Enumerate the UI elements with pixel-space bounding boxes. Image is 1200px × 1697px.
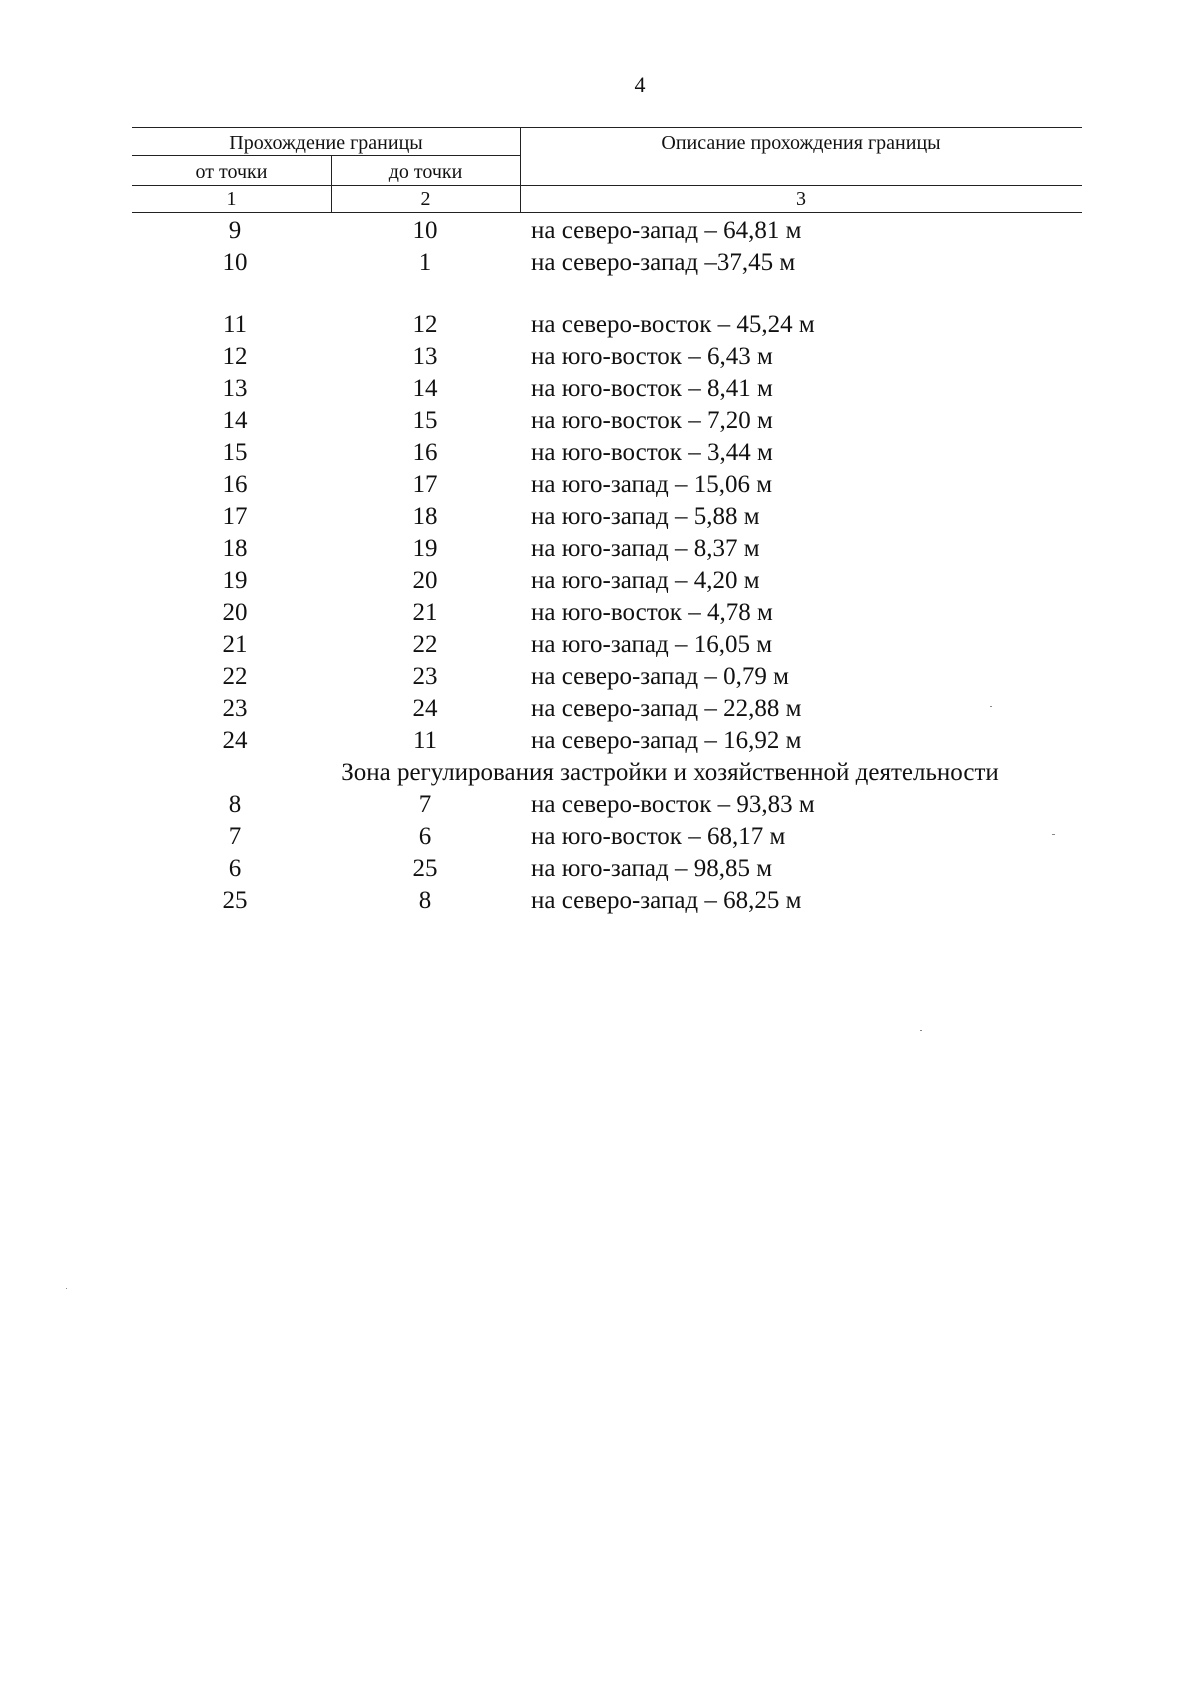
row-to-point: 14 (412, 375, 438, 402)
header-group-underline (132, 155, 520, 156)
table-row (0, 693, 1200, 725)
row-description: на юго-восток – 6,43 м (531, 343, 773, 370)
row-from-point: 9 (228, 217, 242, 244)
header-top-border (132, 127, 1082, 128)
row-to-point: 15 (412, 407, 438, 434)
row-from-point: 10 (222, 249, 248, 276)
row-to-point: 19 (412, 535, 438, 562)
row-from-point: 20 (222, 599, 248, 626)
header-labels-underline (132, 185, 1082, 186)
row-description: на юго-запад – 15,06 м (531, 471, 773, 498)
row-to-point: 1 (418, 249, 432, 276)
page-number: 4 (634, 72, 646, 97)
row-from-point: 17 (222, 503, 248, 530)
row-description: на юго-запад – 5,88 м (531, 503, 760, 530)
table-row (0, 501, 1200, 533)
row-description: на юго-запад – 8,37 м (531, 535, 760, 562)
row-description: на юго-восток – 4,78 м (531, 599, 773, 626)
table-row (0, 629, 1200, 661)
row-description: на северо-запад – 16,92 м (531, 727, 802, 754)
row-to-point: 13 (412, 343, 438, 370)
row-to-point: 7 (418, 791, 432, 818)
row-description: на северо-восток – 93,83 м (531, 791, 815, 818)
row-description: на северо-запад – 64,81 м (531, 217, 802, 244)
header-desc-title: Описание прохождения границы (661, 132, 941, 154)
row-description: на северо-запад –37,45 м (531, 249, 796, 276)
row-description: на юго-восток – 8,41 м (531, 375, 773, 402)
table-row (0, 597, 1200, 629)
row-from-point: 11 (222, 311, 248, 338)
table-row (0, 405, 1200, 437)
row-to-point: 20 (412, 567, 438, 594)
header-numbers-underline (132, 212, 1082, 213)
table-row (0, 469, 1200, 501)
table-row (0, 215, 1200, 247)
row-description: на юго-запад – 16,05 м (531, 631, 773, 658)
row-from-point: 8 (228, 791, 242, 818)
header-to-label: до точки (388, 161, 463, 183)
row-to-point: 22 (412, 631, 438, 658)
row-from-point: 24 (222, 727, 248, 754)
row-description: на юго-запад – 98,85 м (531, 855, 773, 882)
header-col1-number: 1 (226, 188, 237, 210)
row-to-point: 6 (418, 823, 432, 850)
row-from-point: 22 (222, 663, 248, 690)
table-row (0, 309, 1200, 341)
scan-speck (1052, 834, 1055, 835)
table-row (0, 661, 1200, 693)
row-to-point: 25 (412, 855, 438, 882)
row-to-point: 17 (412, 471, 438, 498)
scan-speck (920, 1030, 922, 1031)
section-row (0, 757, 1200, 789)
table-row (0, 885, 1200, 917)
row-description: на северо-запад – 22,88 м (531, 695, 802, 722)
header-col3-number: 3 (796, 188, 806, 210)
table-row (0, 821, 1200, 853)
row-from-point: 13 (222, 375, 248, 402)
row-from-point: 21 (222, 631, 248, 658)
row-to-point: 10 (412, 217, 438, 244)
row-from-point: 19 (222, 567, 248, 594)
header-group-title: Прохождение границы (229, 132, 423, 154)
row-description: на юго-восток – 3,44 м (531, 439, 773, 466)
header-col2-number: 2 (420, 188, 431, 210)
row-description: на юго-восток – 7,20 м (531, 407, 773, 434)
table-row (0, 565, 1200, 597)
row-description: на северо-восток – 45,24 м (531, 311, 815, 338)
row-description: на юго-запад – 4,20 м (531, 567, 760, 594)
row-to-point: 21 (412, 599, 438, 626)
row-from-point: 12 (222, 343, 248, 370)
row-description: на северо-запад – 68,25 м (531, 887, 802, 914)
row-from-point: 18 (222, 535, 248, 562)
row-from-point: 15 (222, 439, 248, 466)
row-from-point: 6 (228, 855, 242, 882)
table-row (0, 533, 1200, 565)
row-from-point: 14 (222, 407, 248, 434)
row-to-point: 11 (412, 727, 438, 754)
table-row (0, 437, 1200, 469)
row-to-point: 23 (412, 663, 438, 690)
row-spacer (0, 279, 1200, 309)
row-from-point: 23 (222, 695, 248, 722)
table-row (0, 373, 1200, 405)
scan-speck (66, 1288, 67, 1289)
row-to-point: 12 (412, 311, 438, 338)
row-from-point: 25 (222, 887, 248, 914)
row-from-point: 7 (228, 823, 242, 850)
table-row (0, 247, 1200, 279)
row-to-point: 24 (412, 695, 438, 722)
row-to-point: 16 (412, 439, 438, 466)
table-row (0, 725, 1200, 757)
table-row (0, 853, 1200, 885)
section-title: Зона регулирования застройки и хозяйственной деятельности (341, 759, 999, 786)
scan-speck (990, 706, 992, 707)
table-row (0, 789, 1200, 821)
table-row (0, 341, 1200, 373)
row-to-point: 8 (418, 887, 432, 914)
table-body (0, 215, 1200, 917)
row-from-point: 16 (222, 471, 248, 498)
row-description: на юго-восток – 68,17 м (531, 823, 786, 850)
row-to-point: 18 (412, 503, 438, 530)
row-description: на северо-запад – 0,79 м (531, 663, 789, 690)
header-from-label: от точки (195, 161, 268, 183)
